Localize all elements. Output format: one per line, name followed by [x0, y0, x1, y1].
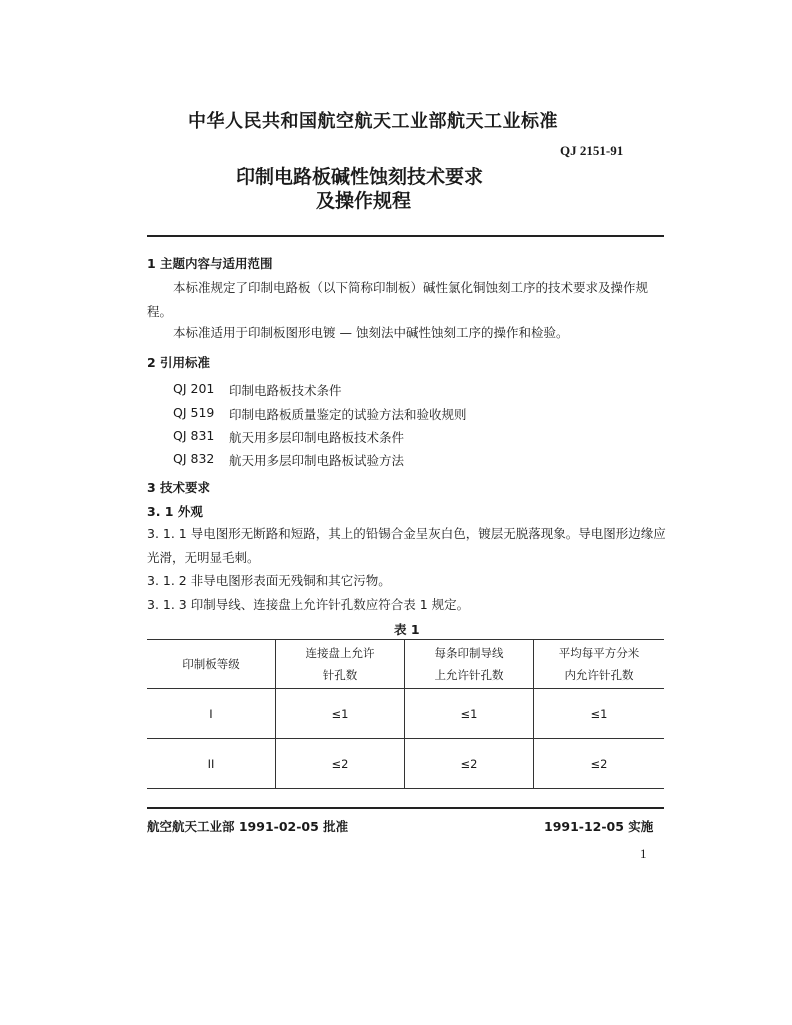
table-header-line: 连接盘上允许 [305, 646, 375, 660]
table-cell: ≤2 [534, 739, 665, 789]
section-3-1-heading: 3. 1 外观 [147, 504, 203, 519]
effective-date: 1991-12-05 实施 [544, 819, 654, 834]
ref-title: 航天用多层印制电路板技术条件 [229, 430, 405, 445]
section-1-heading: 1 主题内容与适用范围 [147, 256, 273, 271]
ref-code: QJ 519 [173, 405, 215, 420]
table-cell: ≤1 [534, 689, 665, 739]
ref-code: QJ 832 [173, 451, 215, 466]
section-3-heading: 3 技术要求 [147, 480, 211, 495]
ref-title: 印制电路板技术条件 [229, 383, 342, 398]
standard-organization: 中华人民共和国航空航天工业部航天工业标准 [188, 111, 558, 132]
table-caption: 表 1 [394, 622, 420, 637]
approval-note: 航空航天工业部 1991-02-05 批准 [147, 819, 349, 834]
table-row [147, 739, 664, 789]
section-1-para2: 本标准适用于印制板图形电镀 — 蚀刻法中碱性蚀刻工序的操作和检验。 [173, 325, 569, 340]
pinhole-table [147, 639, 664, 789]
section-1-para1: 本标准规定了印制电路板（以下简称印制板）碱性氯化铜蚀刻工序的技术要求及操作规程。 [147, 280, 649, 319]
ref-code: QJ 831 [173, 428, 215, 443]
ref-title: 航天用多层印制电路板试验方法 [229, 453, 405, 468]
table-header-line: 每条印制导线 [434, 646, 504, 660]
clause-3-1-1: 3. 1. 1 导电图形无断路和短路，其上的铅锡合金呈灰白色，镀层无脱落现象。导电图形边缘应光滑，无明显毛刺。 [147, 526, 666, 565]
table-header-conductor-pinholes [405, 640, 534, 689]
table-cell: ≤1 [405, 689, 534, 739]
ref-title: 印制电路板质量鉴定的试验方法和验收规则 [229, 407, 467, 422]
table-header-line: 内允许针孔数 [564, 668, 634, 682]
ref-code: QJ 201 [173, 381, 215, 396]
document-title-line1: 印制电路板碱性蚀刻技术要求 [236, 166, 484, 188]
section-2-heading: 2 引用标准 [147, 355, 211, 370]
table-header-line: 平均每平方分米 [558, 646, 640, 660]
table-header-line: 针孔数 [322, 668, 358, 682]
standard-number: QJ 2151-91 [560, 143, 624, 158]
table-cell: ≤1 [276, 689, 405, 739]
header-divider [147, 235, 664, 237]
clause-3-1-3: 3. 1. 3 印制导线、连接盘上允许针孔数应符合表 1 规定。 [147, 597, 470, 612]
table-header-grade: 印制板等级 [147, 640, 276, 689]
table-cell: ≤2 [405, 739, 534, 789]
table-cell: ≤2 [276, 739, 405, 789]
table-header-area-pinholes [534, 640, 665, 689]
table-row [147, 689, 664, 739]
table-cell-grade: I [147, 689, 276, 739]
table-header-pad-pinholes [276, 640, 405, 689]
clause-3-1-2: 3. 1. 2 非导电图形表面无残铜和其它污物。 [147, 573, 391, 588]
document-title-line2: 及操作规程 [316, 190, 412, 212]
table-cell-grade: II [147, 739, 276, 789]
page-number: 1 [640, 846, 647, 861]
table-header-line: 上允许针孔数 [434, 668, 504, 682]
footer-divider [147, 807, 664, 809]
